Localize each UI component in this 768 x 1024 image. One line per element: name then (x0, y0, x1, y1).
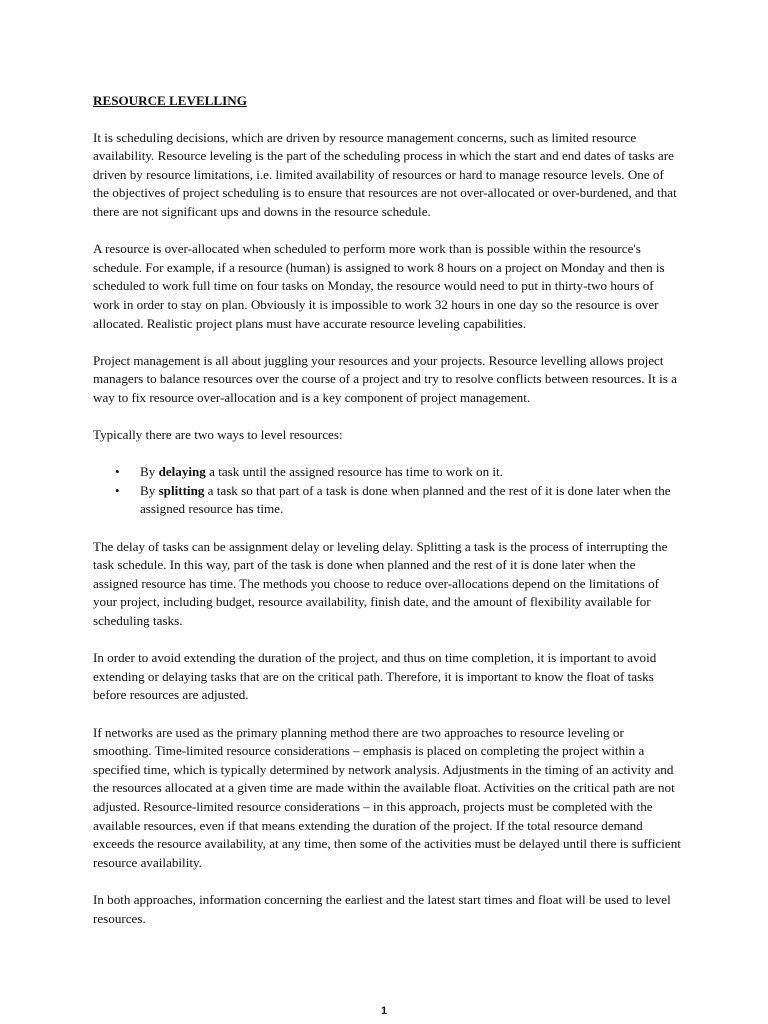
list-item (115, 482, 683, 519)
bullet-marker: • (115, 482, 120, 498)
paragraph-both-approaches: In both approaches, information concerning the earliest and the latest start times and float will be used to level resources. (93, 891, 671, 926)
bullet-keyword: delaying (158, 464, 206, 480)
paragraph-networks: If networks are used as the primary planning method there are two approaches to resource leveling or smoothing. Time-limited resource considerations – emphasis is placed on completing the project within a specified time, which is typically determined by network analysis. Adjustments in the timing of an activity and the resources allocated at a given time are made within the available float. Activities on the critical path are not adjusted. Resource-limited resource considerations – in this approach, projects must be completed with the available resources, even if that means extending the duration of the project. If the total resource demand exceeds the resource availability, at any time, then some of the activities must be delayed until there is sufficient resource availability. (93, 724, 681, 870)
paragraph-two-ways: Typically there are two ways to level resources: (93, 427, 343, 443)
bullet-text: a task so that part of a task is done when planned and the rest of it is done later when the assigned resource has time. (140, 482, 671, 517)
paragraph-over-allocation: A resource is over-allocated when scheduled to perform more work than is possible within the resource's schedule. For example, if a resource (human) is assigned to work 8 hours on a project on Monday and then is scheduled to work full time on four tasks on Monday, the resource would need to put in thirty-two hours of work in order to stay on plan. Obviously it is impossible to work 32 hours in one day so the resource is over allocated. Realistic project plans must have accurate resource leveling capabilities. (93, 241, 665, 331)
bullet-text: a task until the assigned resource has time to work on it. (205, 464, 503, 480)
document-title: RESOURCE LEVELLING (93, 93, 247, 108)
document-page (93, 92, 683, 947)
list-item (115, 463, 683, 482)
bullet-keyword: splitting (158, 482, 205, 498)
bullet-marker: • (115, 464, 120, 480)
paragraph-critical-path: In order to avoid extending the duration of the project, and thus on time completion, it is important to avoid extending or delaying tasks that are on the critical path. Therefore, it is important to know the float of tasks before resources are adjusted. (93, 650, 657, 703)
paragraph-project-management: Project management is all about juggling your resources and your projects. Resource levelling allows project managers to balance resources over the course of a project and try to resolve conflicts between resources. It is a way to fix resource over-allocation and is a key component of project management. (93, 352, 677, 405)
level-methods-list (93, 463, 683, 519)
bullet-prefix: By (140, 464, 159, 480)
page-number: 1 (380, 1005, 388, 1017)
paragraph-intro: It is scheduling decisions, which are driven by resource management concerns, such as limited resource availability. Resource leveling is the part of the scheduling process in which the start and end dates of tasks are driven by resource limitations, i.e. limited availability of resources or hard to manage resource levels. One of the objectives of project scheduling is to ensure that resources are not over-allocated or over-burdened, and that there are not significant ups and downs in the resource schedule. (93, 129, 677, 219)
bullet-prefix: By (140, 482, 159, 498)
paragraph-delay-splitting: The delay of tasks can be assignment delay or leveling delay. Splitting a task is the process of interrupting the task schedule. In this way, part of the task is done when planned and the rest of it is done later when the assigned resource has time. The methods you choose to reduce over-allocations depend on the limitations of your project, including budget, resource availability, finish date, and the amount of flexibility available for scheduling tasks. (93, 538, 668, 629)
